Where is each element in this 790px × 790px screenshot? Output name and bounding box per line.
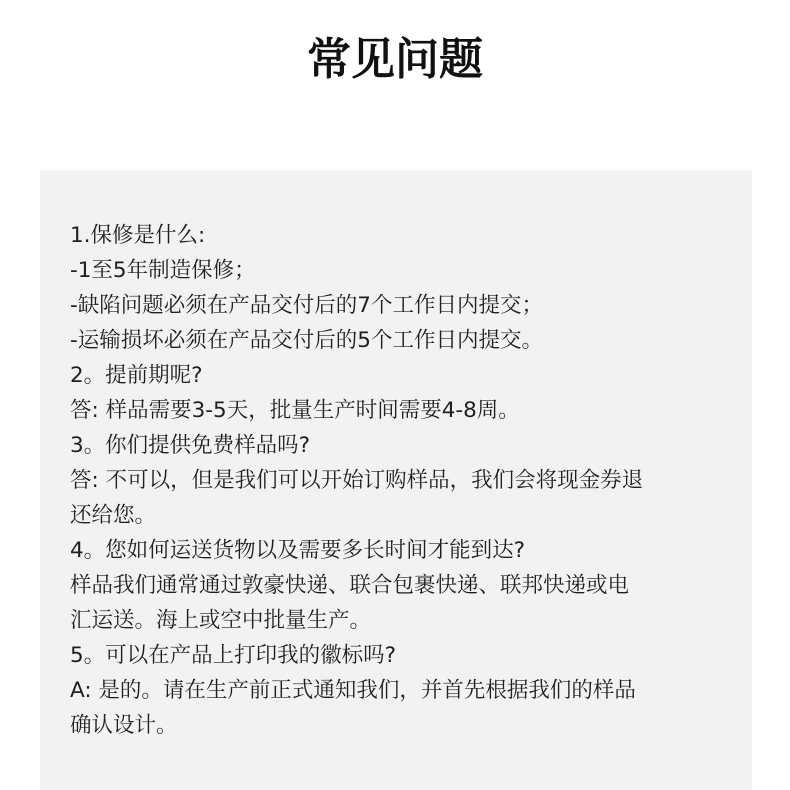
faq-question-5: 5。可以在产品上打印我的徽标吗? bbox=[70, 643, 397, 668]
faq-question-3: 3。你们提供免费样品吗? bbox=[70, 433, 311, 458]
faq-question-1: 1.保修是什么: bbox=[70, 223, 206, 248]
faq-answer-4-line-2: 汇运送。海上或空中批量生产。 bbox=[70, 608, 372, 633]
faq-answer-1-line-1: -1至5年制造保修； bbox=[70, 258, 256, 283]
faq-answer-2: 答: 样品需要3-5天，批量生产时间需要4-8周。 bbox=[70, 398, 520, 423]
faq-answer-4-line-1: 样品我们通常通过敦豪快递、联合包裹快递、联邦快递或电 bbox=[70, 573, 630, 598]
faq-answer-5-line-2: 确认设计。 bbox=[70, 713, 178, 738]
faq-answer-5-line-1: A: 是的。请在生产前正式通知我们，并首先根据我们的样品 bbox=[70, 678, 636, 703]
faq-question-2: 2。提前期呢? bbox=[70, 363, 203, 388]
faq-question-4: 4。您如何运送货物以及需要多长时间才能到达? bbox=[70, 538, 526, 563]
page-title: 常见问题 bbox=[307, 34, 483, 85]
faq-answer-1-line-3: -运输损坏必须在产品交付后的5个工作日内提交。 bbox=[70, 328, 543, 353]
faq-panel bbox=[40, 170, 752, 790]
faq-answer-1-line-2: -缺陷问题必须在产品交付后的7个工作日内提交； bbox=[70, 293, 543, 318]
faq-answer-3-line-1: 答: 不可以，但是我们可以开始订购样品，我们会将现金券退 bbox=[70, 468, 644, 493]
faq-answer-3-line-2: 还给您。 bbox=[70, 503, 157, 528]
